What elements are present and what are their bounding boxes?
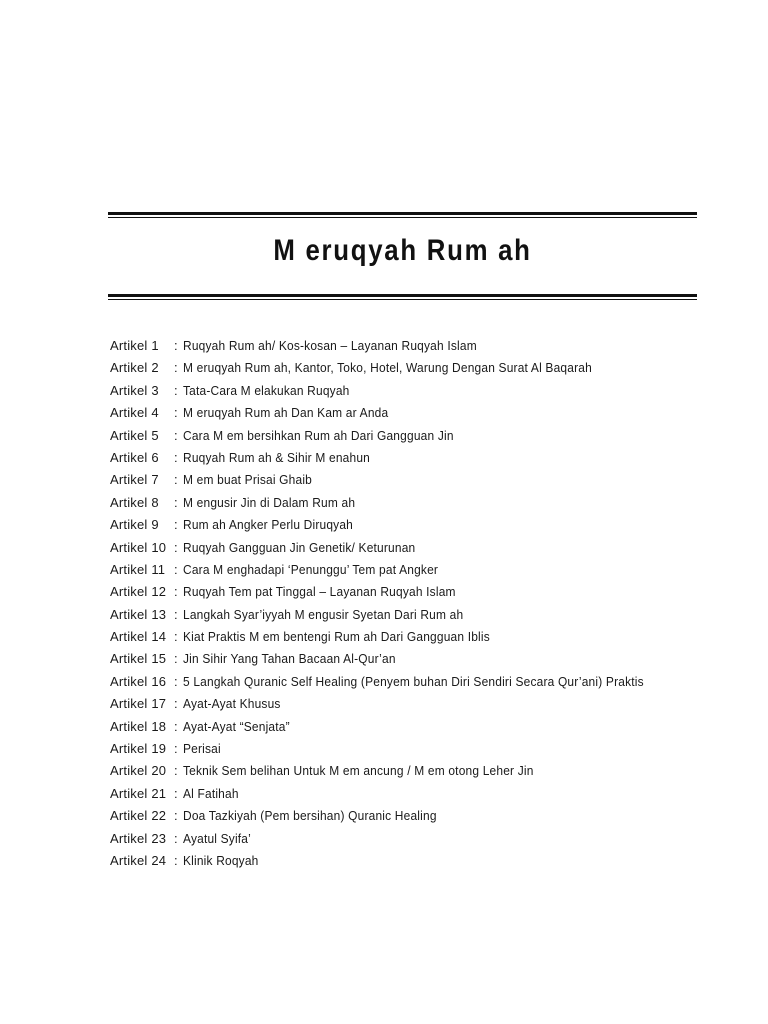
article-title: 5 Langkah Quranic Self Healing (Penyem buhan Diri Sendiri Secara Qur’ani) Praktis [183,673,644,689]
article-label: Artikel 12 [110,584,167,600]
article-title: Al Fatihah [183,785,239,801]
title-top-rule [108,212,697,218]
article-row [110,850,700,872]
article-label: Artikel 17 [110,696,167,712]
article-label: Artikel 20 [110,763,167,779]
article-title: M eruqyah Rum ah Dan Kam ar Anda [183,405,389,421]
article-row [110,514,700,536]
article-row [110,648,700,670]
article-separator: : [174,382,178,398]
article-label: Artikel 8 [110,494,159,510]
article-title: Cara M enghadapi ‘Penunggu’ Tem pat Angker [183,561,439,577]
article-label: Artikel 5 [110,427,159,443]
page-title: M eruqyah Rum ah [273,234,532,267]
article-title: Ruqyah Rum ah/ Kos-kosan – Layanan Ruqyah Islam [183,338,477,353]
article-row [110,425,700,447]
article-row [110,671,700,693]
article-separator: : [174,539,178,555]
article-label: Artikel 7 [110,472,159,488]
article-separator: : [174,561,178,577]
article-title: Klinik Roqyah [183,852,259,868]
article-label: Artikel 11 [110,561,166,577]
article-title: Ruqyah Gangguan Jin Genetik/ Keturunan [183,539,416,555]
article-title: M eruqyah Rum ah, Kantor, Toko, Hotel, Warung Dengan Surat Al Baqarah [183,360,592,376]
article-separator: : [174,830,178,846]
article-separator: : [174,472,178,488]
article-separator: : [174,763,178,779]
article-title: Doa Tazkiyah (Pem bersihan) Quranic Healing [183,808,437,824]
article-row [110,537,700,559]
article-separator: : [174,718,178,734]
article-row [110,492,700,514]
article-separator: : [174,852,178,868]
article-label: Artikel 3 [110,382,159,398]
article-separator: : [174,696,178,712]
article-label: Artikel 24 [110,852,167,868]
article-row [110,380,700,402]
article-separator: : [174,673,178,689]
article-label: Artikel 21 [110,785,167,801]
article-row [110,693,700,715]
article-row [110,626,700,648]
article-label: Artikel 9 [110,517,159,533]
article-title: Perisai [183,741,221,757]
article-list [110,335,700,872]
article-row [110,783,700,805]
article-separator: : [174,785,178,801]
article-title: Langkah Syar’iyyah M engusir Syetan Dari Rum ah [183,606,464,622]
article-label: Artikel 4 [110,405,159,421]
article-separator: : [174,427,178,443]
article-row [110,604,700,626]
article-title: Teknik Sem belihan Untuk M em ancung / M em otong Leher Jin [183,763,534,779]
article-title: Ayat-Ayat “Senjata” [183,718,290,734]
article-label: Artikel 2 [110,360,159,376]
article-row [110,738,700,760]
article-separator: : [174,651,178,667]
article-row [110,357,700,379]
article-separator: : [174,360,178,376]
article-title: Rum ah Angker Perlu Diruqyah [183,517,354,533]
article-label: Artikel 15 [110,651,167,667]
article-title: M em buat Prisai Ghaib [183,472,313,488]
article-separator: : [174,449,178,465]
article-label: Artikel 23 [110,830,167,846]
article-row [110,447,700,469]
article-row [110,716,700,738]
article-row [110,469,700,491]
article-label: Artikel 1 [110,338,159,353]
article-title: Ayatul Syifa’ [183,830,251,846]
article-label: Artikel 19 [110,741,167,757]
article-title: Ruqyah Tem pat Tinggal – Layanan Ruqyah Islam [183,584,456,600]
article-title: Jin Sihir Yang Tahan Bacaan Al-Qur’an [183,651,396,667]
article-row [110,335,700,357]
article-separator: : [174,494,178,510]
article-title: Ayat-Ayat Khusus [183,696,281,712]
article-row [110,402,700,424]
article-label: Artikel 13 [110,606,167,622]
article-row [110,760,700,782]
article-label: Artikel 18 [110,718,167,734]
article-separator: : [174,517,178,533]
article-label: Artikel 22 [110,808,167,824]
article-label: Artikel 10 [110,539,167,555]
article-title: Tata-Cara M elakukan Ruqyah [183,382,350,398]
article-label: Artikel 16 [110,673,167,689]
article-separator: : [174,808,178,824]
article-separator: : [174,405,178,421]
title-bottom-rule [108,294,697,300]
article-row [110,828,700,850]
article-row [110,581,700,603]
article-separator: : [174,584,178,600]
article-row [110,559,700,581]
article-label: Artikel 6 [110,449,159,465]
article-separator: : [174,741,178,757]
article-label: Artikel 14 [110,629,167,645]
article-separator: : [174,629,178,645]
article-title: M engusir Jin di Dalam Rum ah [183,494,356,510]
article-title: Ruqyah Rum ah & Sihir M enahun [183,449,371,465]
article-separator: : [174,606,178,622]
article-row [110,805,700,827]
article-title: Cara M em bersihkan Rum ah Dari Gangguan Jin [183,427,454,443]
article-title: Kiat Praktis M em bentengi Rum ah Dari Gangguan Iblis [183,629,490,645]
article-separator: : [174,338,178,353]
